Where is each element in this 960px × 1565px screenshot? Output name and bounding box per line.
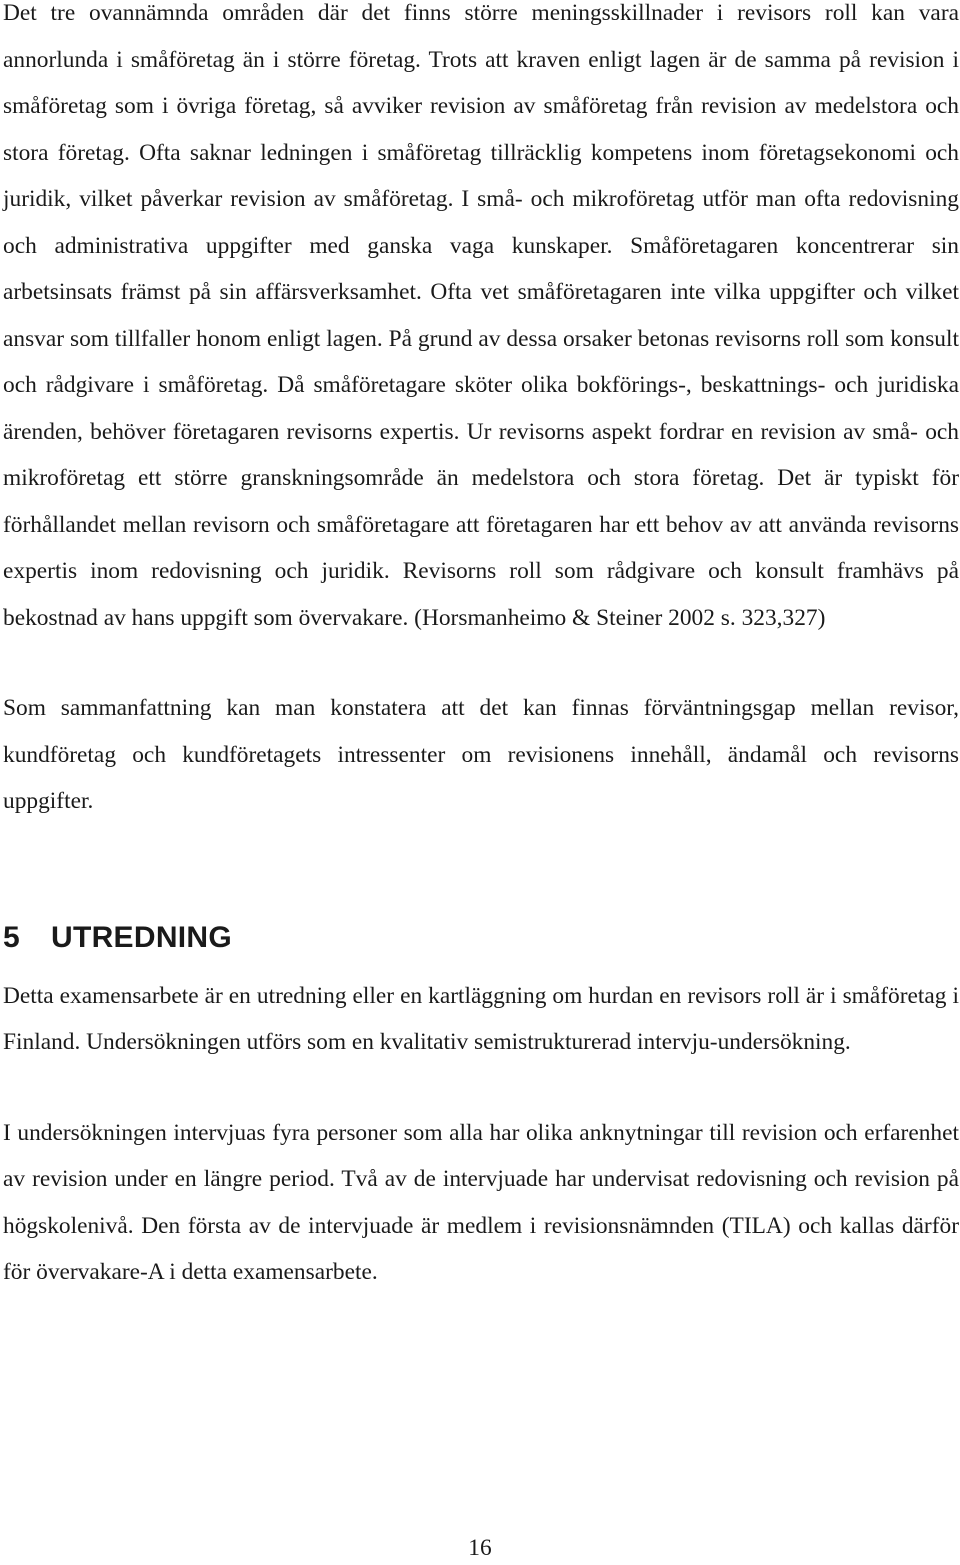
page-number: 16 xyxy=(468,1535,492,1561)
summary-paragraph: Som sammanfattning kan man konstatera att det kan finnas förväntningsgap mellan revisor, kundföretag och kundföretagets intressenter om revisionens innehåll, ändamål och revisorns uppgifter. xyxy=(3,695,959,814)
section-title: UTREDNING xyxy=(51,920,233,954)
document-page xyxy=(3,0,959,1296)
body-paragraph: I undersökningen intervjuas fyra personer som alla har olika anknytningar till revision och erfarenhet av revision under en längre period. Två av de intervjuade har undervisat redovisning och revision på högskolenivå. Den första av de intervjuade är medlem i revisionsnämnden (TILA) och kallas därför för övervakare-A i detta examensarbete. xyxy=(3,1119,959,1285)
section-heading xyxy=(3,918,959,958)
section-number: 5 xyxy=(3,920,20,954)
body-paragraph: Detta examensarbete är en utredning eller en kartläggning om hurdan en revisors roll är i småföretag i Finland. Undersökningen utförs som en kvalitativ semistrukturerad intervju-undersökning. xyxy=(3,982,959,1055)
body-paragraph: Det tre ovannämnda områden där det finns större meningsskillnader i revisors roll kan vara annorlunda i småföretag än i större företag. Trots att kraven enligt lagen är de samma på revision i småföretag som i övriga företag, så avviker revision av småföretag från revision av medelstora och stora företag. Ofta saknar ledningen i småföretag tillräcklig kompetens inom företagsekonomi och juridik, vilket påverkar revision av småföretag. I små- och mikroföretag utför man ofta redovisning och administrativa uppgifter med ganska vaga kunskaper. Småföretagaren koncentrerar sin arbetsinsats främst på sin affärsverksamhet. Ofta vet småföretagaren inte vilka uppgifter och vilket ansvar som tillfaller honom enligt lagen. På grund av dessa orsaker betonas revisorns roll som konsult och rådgivare i småföretag. Då småföretagare sköter olika bokförings-, beskattnings- och juridiska ärenden, behöver företagaren revisorns expertis. Ur revisorns aspekt fordrar en revision av små- och mikroföretag ett större granskningsområde än medelstora och stora företag. Det är typiskt för förhållandet mellan revisorn och småföretagare att företagaren har ett behov av att använda revisorns expertis inom redovisning och juridik. Revisorns roll som rådgivare och konsult framhävs på bekostnad av hans uppgift som övervakare. (Horsmanheimo & Steiner 2002 s. 323,327) xyxy=(3,0,959,631)
